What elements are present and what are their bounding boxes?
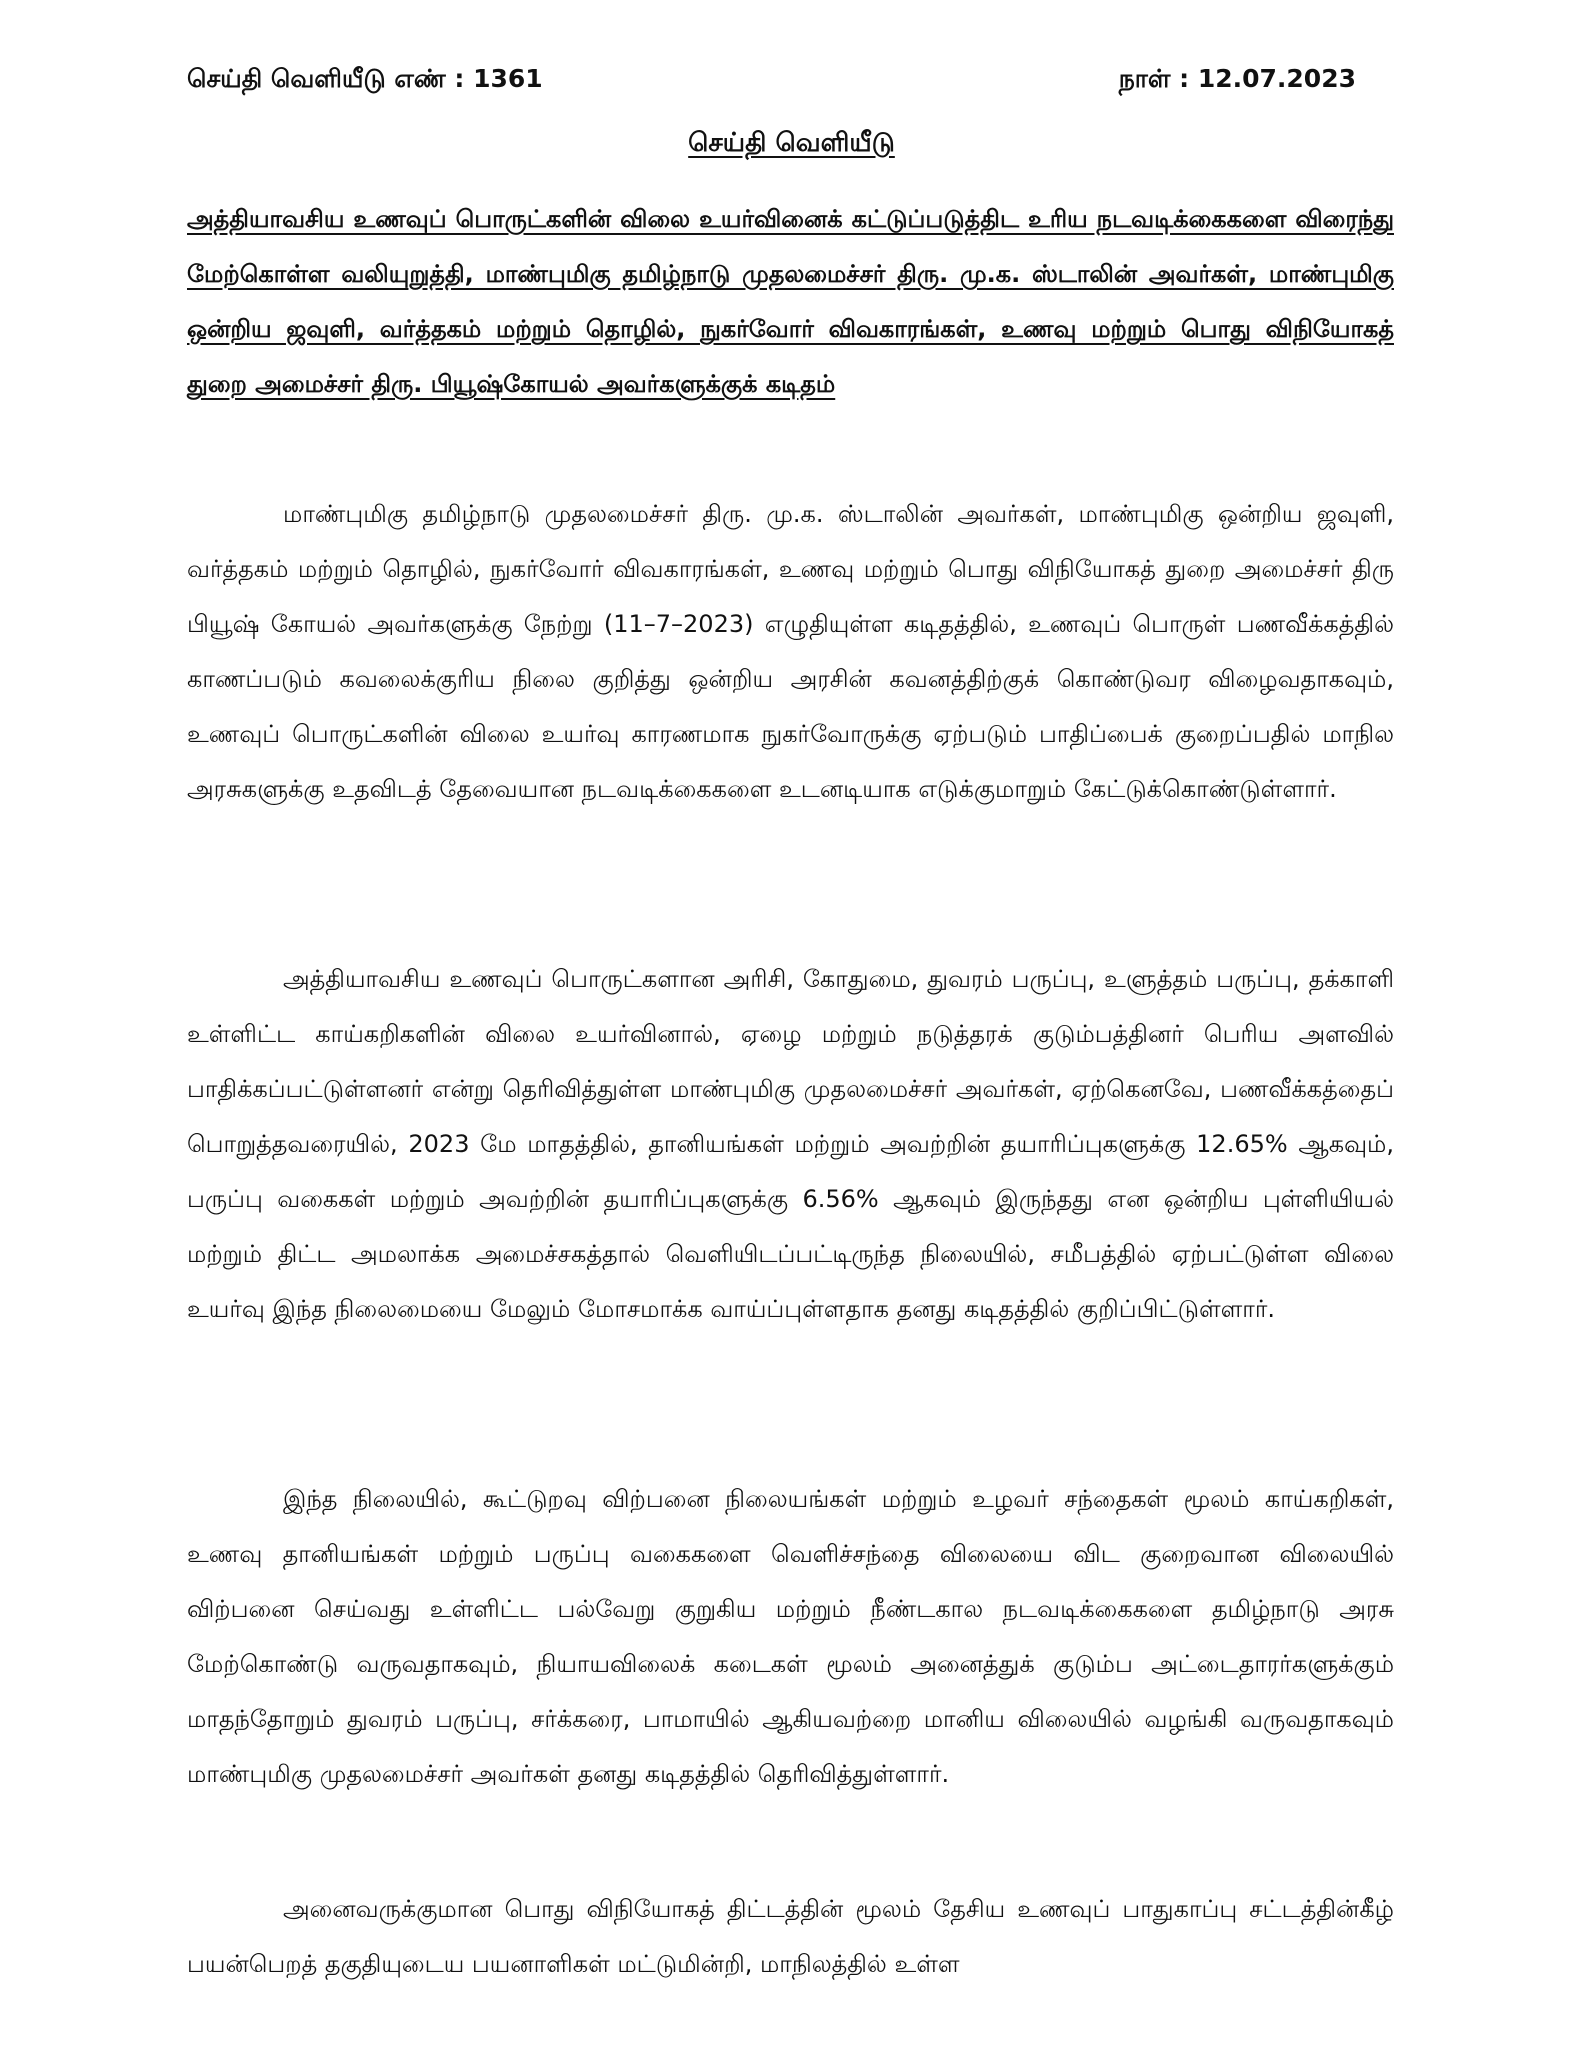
paragraph-3: இந்த நிலையில், கூட்டுறவு விற்பனை நிலையங்கள் மற்றும் உழவர் சந்தைகள் மூலம் காய்கறிகள், உணவு தானியங்கள் மற்றும் பருப்பு வகைகளை வெளிச்சந்தை விலையை விட குறைவான விலையில் விற்பனை செய்வது உள்ளிட்ட பல்வேறு குறுகிய மற்றும் நீண்டகால நடவடிக்கைகளை தமிழ்நாடு அரசு மேற்கொண்டு வருவதாகவும், நியாயவிலைக் கடைகள் மூலம் அனைத்துக் குடும்ப அட்டைதாரர்களுக்கும் மாதந்தோறும் துவரம் பருப்பு, சர்க்கரை, பாமாயில் ஆகியவற்றை மானிய விலையில் வழங்கி வருவதாகவும் மாண்புமிகு முதலமைச்சர் அவர்கள் தனது கடிதத்தில் தெரிவித்துள்ளார். [187,1485,1394,1788]
header-row [187,60,1356,100]
paragraph-4: அனைவருக்குமான பொது விநியோகத் திட்டத்தின் மூலம் தேசிய உணவுப் பாதுகாப்பு சட்டத்தின்கீழ் பயன்பெறத் தகுதியுடைய பயனாளிகள் மட்டுமின்றி, மாநிலத்தில் உள்ள [187,1895,1394,1978]
headline: அத்தியாவசிய உணவுப் பொருட்களின் விலை உயர்வினைக் கட்டுப்படுத்திட உரிய நடவடிக்கைகளை விரைந்து மேற்கொள்ள வலியுறுத்தி, மாண்புமிகு தமிழ்நாடு முதலமைச்சர் திரு. மு.க. ஸ்டாலின் அவர்கள், மாண்புமிகு ஒன்றிய ஜவுளி, வர்த்தகம் மற்றும் தொழில், நுகர்வோர் விவகாரங்கள், உணவு மற்றும் பொது விநியோகத் துறை அமைச்சர் திரு. பியூஷ்கோயல் அவர்களுக்குக் கடிதம் [187,205,1394,398]
paragraph-2: அத்தியாவசிய உணவுப் பொருட்களான அரிசி, கோதுமை, துவரம் பருப்பு, உளுத்தம் பருப்பு, தக்காளி உள்ளிட்ட காய்கறிகளின் விலை உயர்வினால், ஏழை மற்றும் நடுத்தரக் குடும்பத்தினர் பெரிய அளவில் பாதிக்கப்பட்டுள்ளனர் என்று தெரிவித்துள்ள மாண்புமிகு முதலமைச்சர் அவர்கள், ஏற்கெனவே, பணவீக்கத்தைப் பொறுத்தவரையில், 2023 மே மாதத்தில், தானியங்கள் மற்றும் அவற்றின் தயாரிப்புகளுக்கு 12.65% ஆகவும், பருப்பு வகைகள் மற்றும் அவற்றின் தயாரிப்புகளுக்கு 6.56% ஆகவும் இருந்தது என ஒன்றிய புள்ளியியல் மற்றும் திட்ட அமலாக்க அமைச்சகத்தால் வெளியிடப்பட்டிருந்த நிலையில், சமீபத்தில் ஏற்பட்டுள்ள விலை உயர்வு இந்த நிலைமையை மேலும் மோசமாக்க வாய்ப்புள்ளதாக தனது கடிதத்தில் குறிப்பிட்டுள்ளார். [187,965,1394,1323]
paragraph-1: மாண்புமிகு தமிழ்நாடு முதலமைச்சர் திரு. மு.க. ஸ்டாலின் அவர்கள், மாண்புமிகு ஒன்றிய ஜவுளி, வர்த்தகம் மற்றும் தொழில், நுகர்வோர் விவகாரங்கள், உணவு மற்றும் பொது விநியோகத் துறை அமைச்சர் திரு பியூஷ் கோயல் அவர்களுக்கு நேற்று (11–7–2023) எழுதியுள்ள கடிதத்தில், உணவுப் பொருள் பணவீக்கத்தில் காணப்படும் கவலைக்குரிய நிலை குறித்து ஒன்றிய அரசின் கவனத்திற்குக் கொண்டுவர விழைவதாகவும், உணவுப் பொருட்களின் விலை உயர்வு காரணமாக நுகர்வோருக்கு ஏற்படும் பாதிப்பைக் குறைப்பதில் மாநில அரசுகளுக்கு உதவிடத் தேவையான நடவடிக்கைகளை உடனடியாக எடுக்குமாறும் கேட்டுக்கொண்டுள்ளார். [187,500,1394,803]
page-title: செய்தி வெளியீடு [688,128,895,158]
release-date: நாள் : 12.07.2023 [1118,63,1356,93]
release-number: செய்தி வெளியீடு எண் : 1361 [187,63,543,93]
